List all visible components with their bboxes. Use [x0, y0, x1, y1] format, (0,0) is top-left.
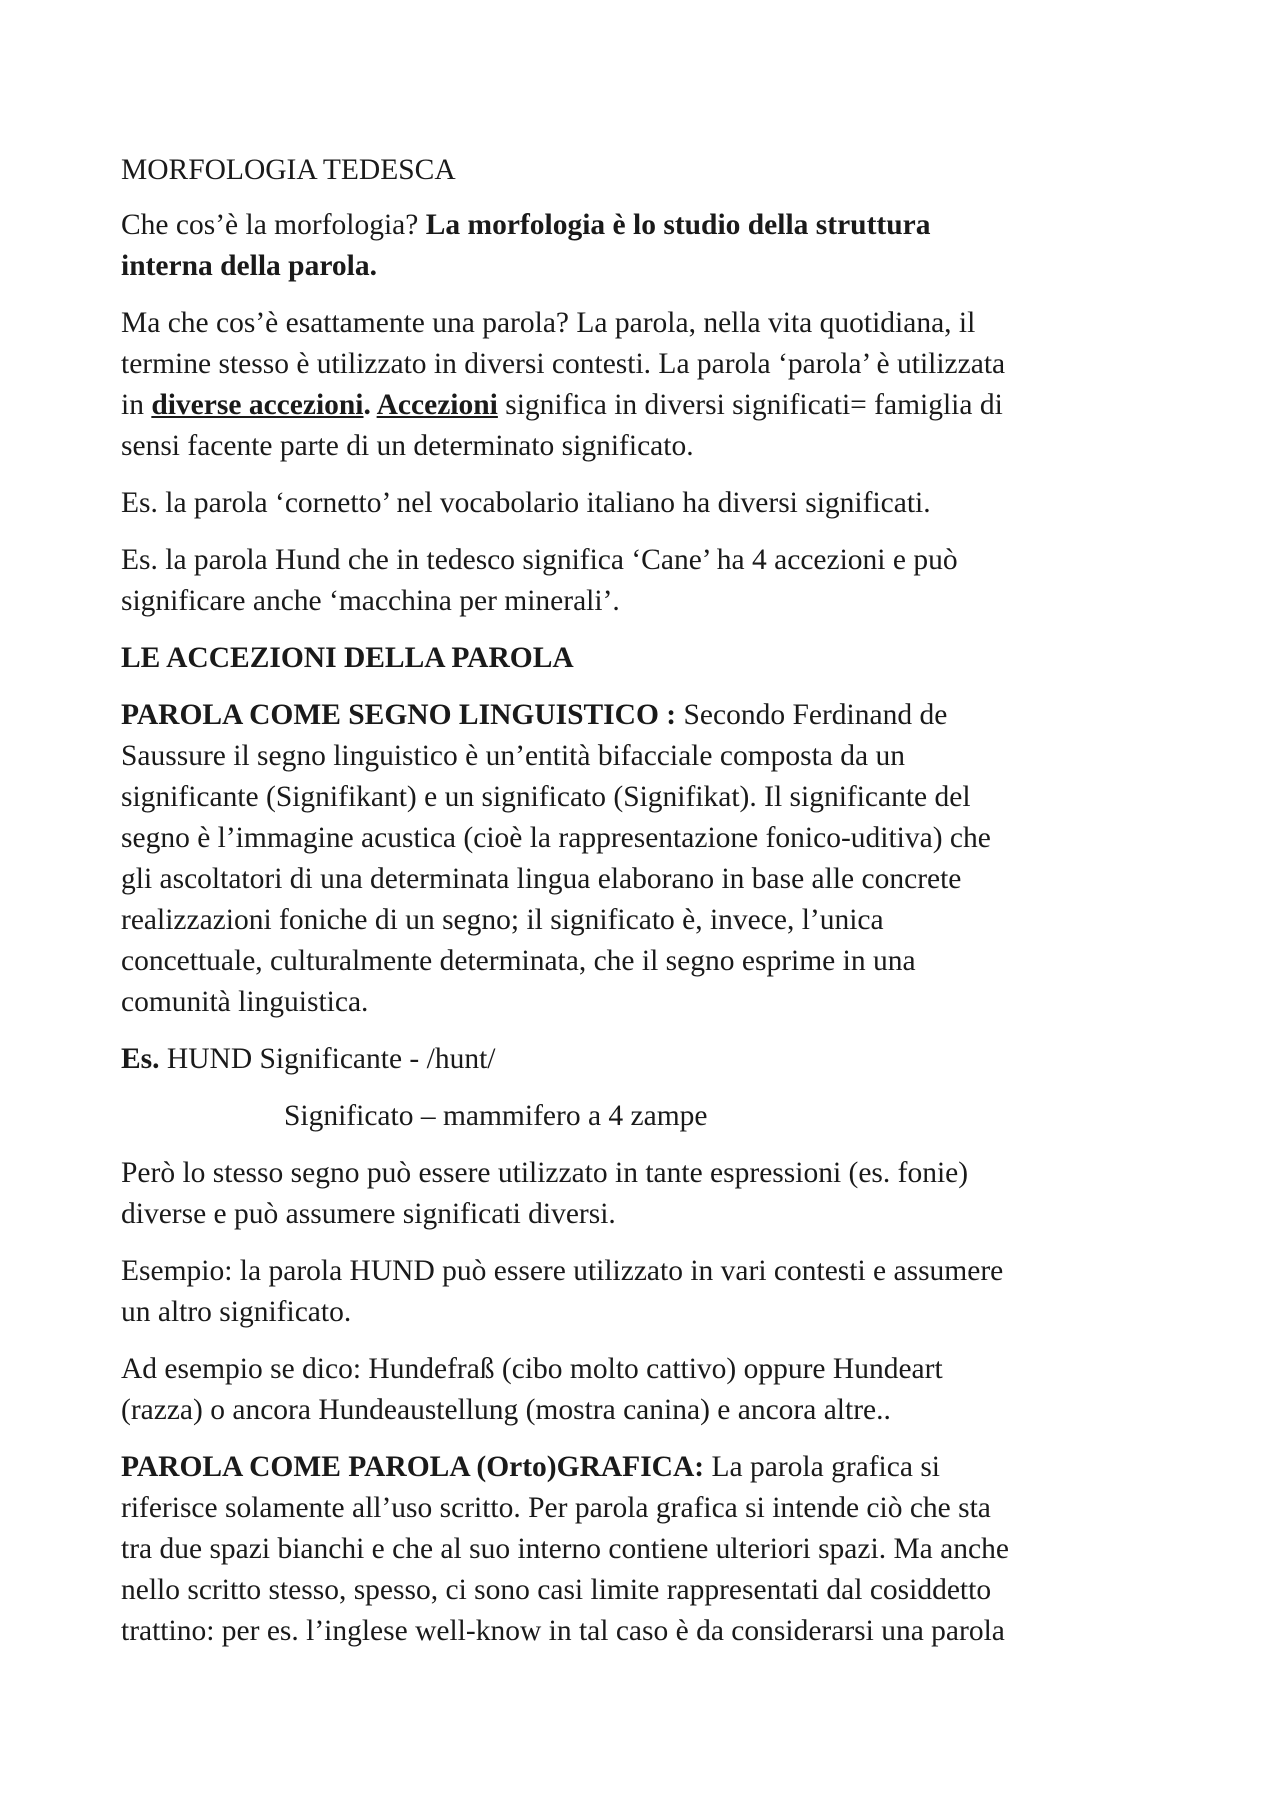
text-line: un altro significato.	[121, 1296, 352, 1328]
paragraph-ad-esempio	[121, 1349, 1171, 1431]
text-line: realizzazioni foniche di un segno; il significato è, invece, l’unica	[121, 904, 884, 936]
text-line: Saussure il segno linguistico è un’entità bifacciale composta da un	[121, 740, 905, 772]
text-line: in	[121, 389, 152, 421]
text-line: Ad esempio se dico: Hundefraß (cibo molto cattivo) oppure Hundeart	[121, 1353, 943, 1385]
document-body	[121, 150, 1171, 1668]
text-line: Significato – mammifero a 4 zampe	[284, 1100, 708, 1132]
section-heading	[121, 638, 1171, 679]
paragraph-parola-grafica	[121, 1447, 1171, 1652]
text-line: gli ascoltatori di una determinata lingua elaborano in base alle concrete	[121, 863, 962, 895]
paragraph-what-is-word	[121, 303, 1171, 467]
question-text: Che cos’è la morfologia?	[121, 209, 426, 241]
text-line: significare anche ‘macchina per minerali’.	[121, 585, 620, 617]
text-line: Ma che cos’è esattamente una parola? La parola, nella vita quotidiana, il	[121, 307, 976, 339]
text-line: tra due spazi bianchi e che al suo interno contiene ulteriori spazi. Ma anche	[121, 1533, 1009, 1565]
text-line: comunità linguistica.	[121, 986, 369, 1018]
definition-bold-line1: La morfologia è lo studio della struttura	[425, 209, 931, 241]
text-line: riferisce solamente all’uso scritto. Per parola grafica si intende ciò che sta	[121, 1492, 991, 1524]
paragraph-esempio-hund	[121, 1251, 1171, 1333]
underlined-term-diverse-accezioni: diverse accezioni	[151, 389, 364, 421]
text-line: La parola grafica si	[704, 1451, 940, 1483]
title-text: MORFOLOGIA TEDESCA	[121, 154, 456, 186]
text-line: HUND Significante - /hunt/	[159, 1043, 496, 1075]
definition-bold-line2: interna della parola.	[121, 250, 377, 282]
text-line: concettuale, culturalmente determinata, che il segno esprime in una	[121, 945, 916, 977]
text-line: nello scritto stesso, spesso, ci sono casi limite rappresentati dal cosiddetto	[121, 1574, 992, 1606]
text-line: Però lo stesso segno può essere utilizzato in tante espressioni (es. fonie)	[121, 1157, 969, 1189]
paragraph-example-cornetto	[121, 483, 1171, 524]
document-title	[121, 150, 1171, 191]
example-label: Es.	[121, 1043, 160, 1075]
text-line: Es. la parola ‘cornetto’ nel vocabolario italiano ha diversi significati.	[121, 487, 931, 519]
text-line: Es. la parola Hund che in tedesco significa ‘Cane’ ha 4 accezioni e può	[121, 544, 958, 576]
paragraph-example-hund	[121, 540, 1171, 622]
paragraph-example-significato	[121, 1096, 1171, 1137]
text-line: Esempio: la parola HUND può essere utilizzato in vari contesti e assumere	[121, 1255, 1004, 1287]
subheading-parola-grafica: PAROLA COME PAROLA (Orto)GRAFICA:	[121, 1451, 705, 1483]
paragraph-definition	[121, 205, 1171, 287]
heading-text: LE ACCEZIONI DELLA PAROLA	[121, 642, 574, 674]
text-line: (razza) o ancora Hundeaustellung (mostra canina) e ancora altre..	[121, 1394, 891, 1426]
text-line: .	[363, 389, 377, 421]
underlined-term-accezioni: Accezioni	[376, 389, 498, 421]
paragraph-segno-linguistico	[121, 695, 1171, 1023]
subheading-segno-linguistico: PAROLA COME SEGNO LINGUISTICO :	[121, 699, 684, 731]
text-line: trattino: per es. l’inglese well-know in tal caso è da considerarsi una parola	[121, 1615, 1005, 1647]
text-line: significante (Signifikant) e un significato (Signifikat). Il significante del	[121, 781, 971, 813]
paragraph-example-significante	[121, 1039, 1171, 1080]
paragraph-stesso-segno	[121, 1153, 1171, 1235]
text-line: termine stesso è utilizzato in diversi contesti. La parola ‘parola’ è utilizzata	[121, 348, 1006, 380]
text-line: Secondo Ferdinand de	[683, 699, 948, 731]
text-line: significa in diversi significati= famiglia di	[497, 389, 1003, 421]
text-line: sensi facente parte di un determinato significato.	[121, 430, 694, 462]
text-line: segno è l’immagine acustica (cioè la rappresentazione fonico-uditiva) che	[121, 822, 991, 854]
text-line: diverse e può assumere significati diversi.	[121, 1198, 616, 1230]
